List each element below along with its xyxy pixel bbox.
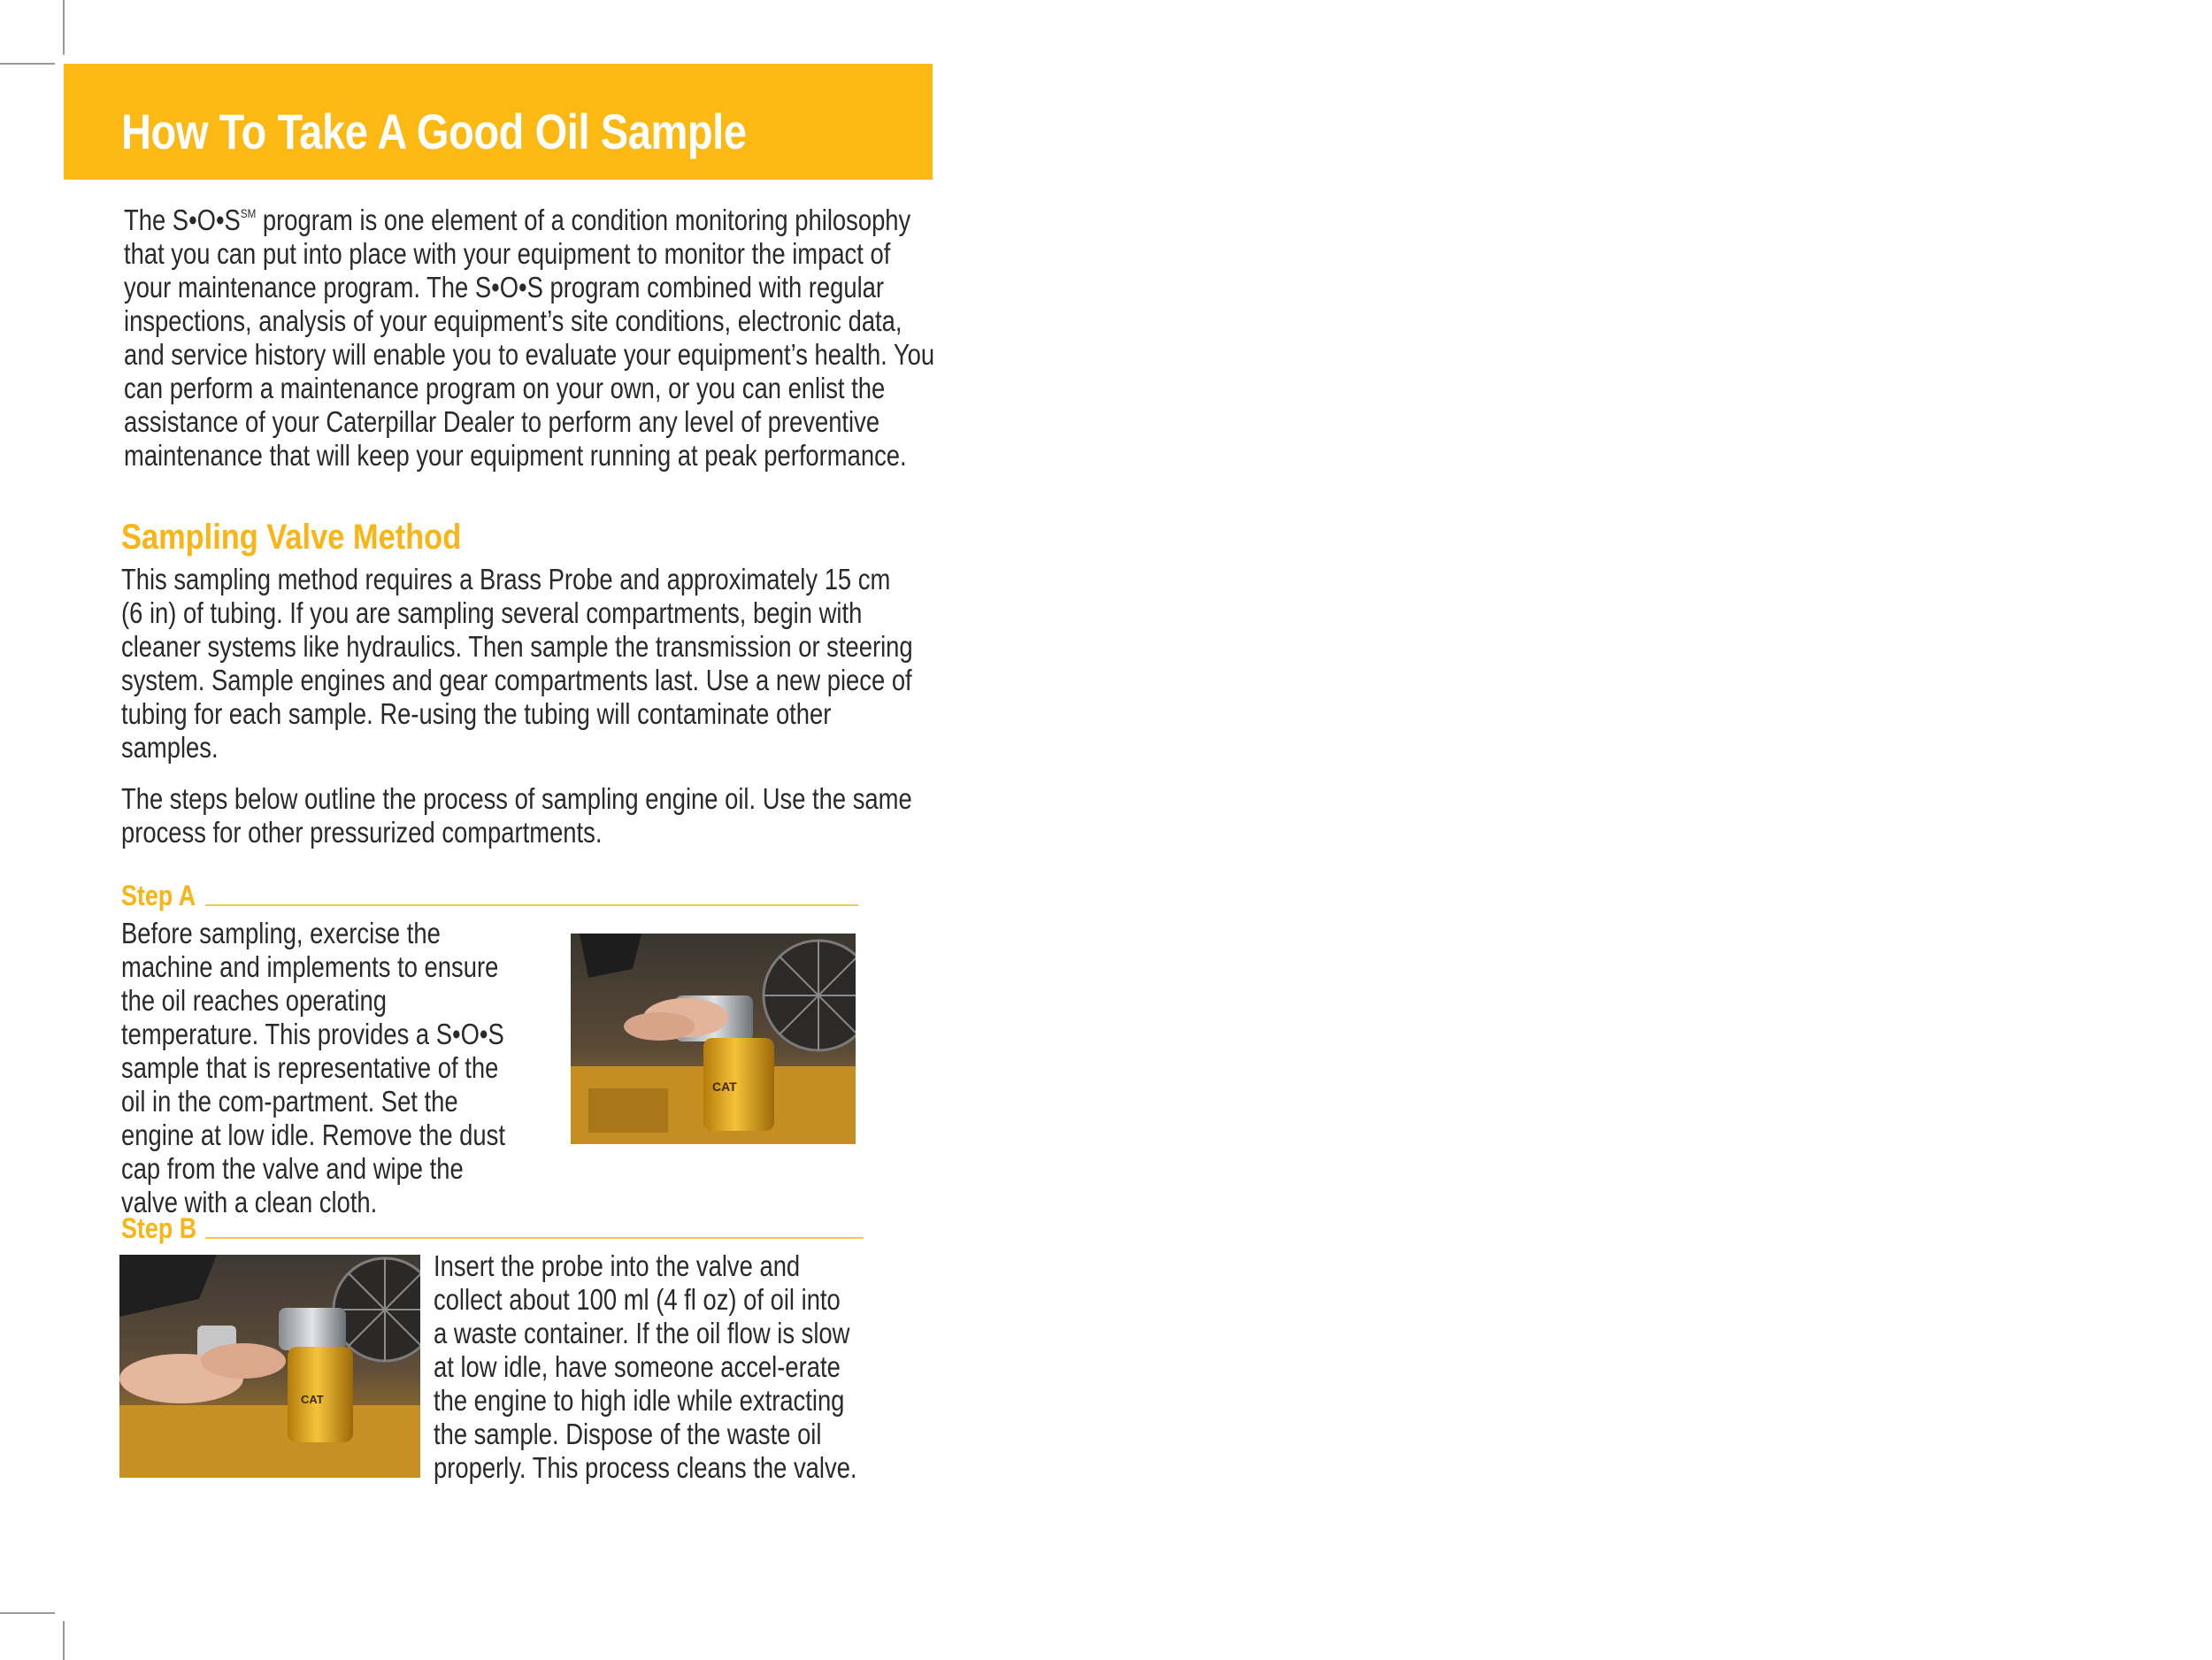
title-banner	[64, 64, 933, 180]
probe-insertion-image	[119, 1255, 420, 1478]
svg-text:CAT: CAT	[301, 1393, 324, 1406]
intro-rest: program is one element of a condition monitoring philosophy that you can put into place with your equipment to monitor the impact of your maintenance program. The S•O•S program combined with regular inspections, analysis of your equipment’s site conditions, electronic data, and service history will enable you to evaluate your equipment’s health. You can perform a maintenance program on your own, or you can enlist the assistance of your Caterpillar Dealer to perform any level of preventive maintenance that will keep your equipment running at peak performance.	[124, 204, 935, 472]
intro-lead: The S•O•S	[124, 204, 241, 236]
steps-intro-paragraph: The steps below outline the process of sampling engine oil. Use the same process for other pressurized compartments.	[121, 782, 912, 849]
intro-paragraph	[124, 196, 939, 473]
section-heading: Sampling Valve Method	[121, 518, 462, 557]
step-b-photo	[119, 1255, 420, 1478]
step-b-text: Insert the probe into the valve and collect about 100 ml (4 fl oz) of oil into a waste container. If the oil flow is slow at low idle, have someone accel-erate the engine to high idle while extracting the sample. Dispose of the waste oil properly. This process cleans the valve.	[434, 1249, 857, 1484]
crop-mark-bottom-horizontal	[0, 1612, 55, 1614]
step-a-text: Before sampling, exercise the machine and implements to ensure the oil reaches operating temperature. This provides a S•O•S sample that is representative of the oil in the com-partment. Set the engine at low idle. Remove the dust cap from the valve and wipe the valve with a clean cloth.	[121, 917, 505, 1218]
crop-mark-top-horizontal	[0, 63, 55, 65]
step-a-photo	[571, 934, 856, 1144]
step-a-label: Step A	[121, 880, 196, 911]
crop-mark-top-vertical	[63, 0, 65, 55]
step-b-label: Step B	[121, 1212, 197, 1244]
engine-filter-image	[571, 934, 856, 1144]
sampling-paragraph: This sampling method requires a Brass Probe and approximately 15 cm (6 in) of tubing. If you are sampling several compartments, begin with cleaner systems like hydraulics. Then sample the transmission or steering system. Sample engines and gear compartments last. Use a new piece of tubing for each sample. Re-using the tubing will contaminate other samples.	[121, 563, 913, 764]
svg-text:CAT: CAT	[712, 1080, 737, 1094]
service-mark: SM	[240, 206, 257, 220]
step-a-rule	[205, 904, 858, 906]
crop-mark-bottom-vertical	[63, 1621, 65, 1660]
page-title: How To Take A Good Oil Sample	[121, 104, 747, 159]
step-b-rule	[205, 1237, 864, 1239]
